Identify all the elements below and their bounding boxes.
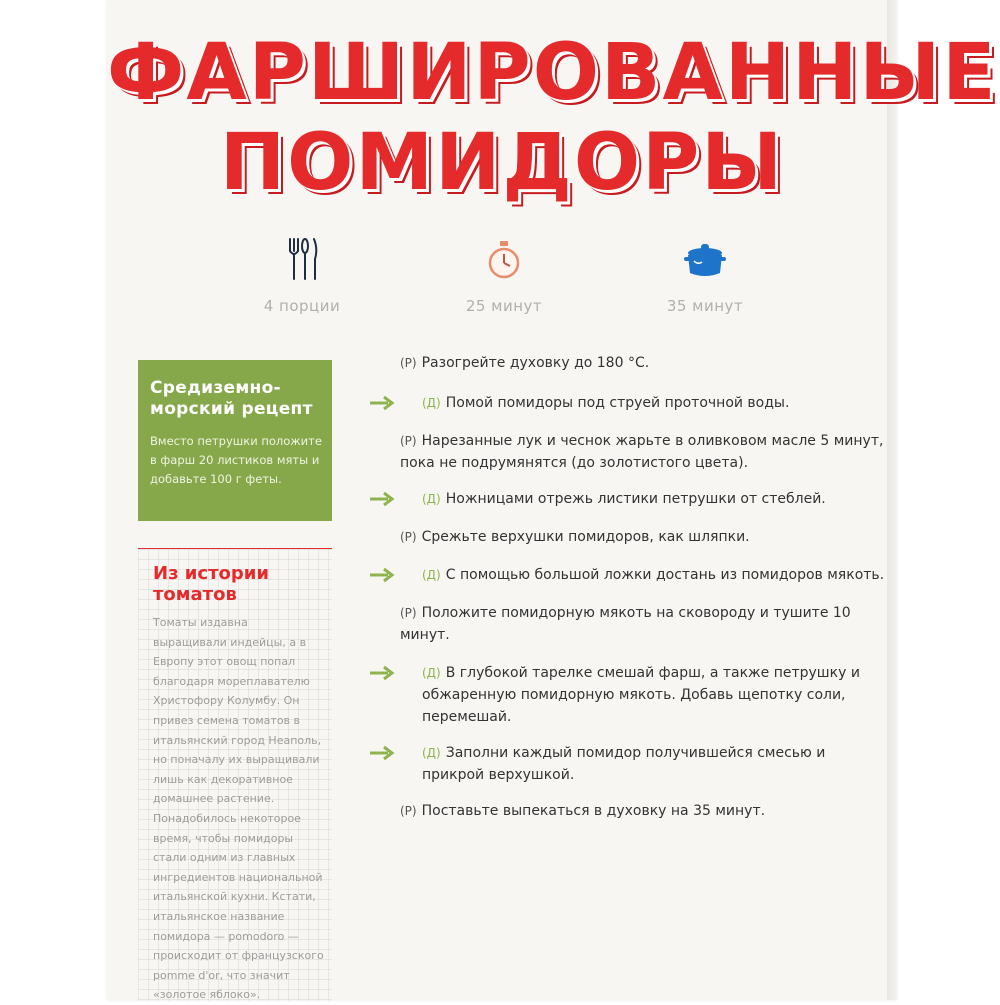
child-marker: (Д) — [422, 396, 441, 410]
parent-marker: (Р) — [400, 804, 417, 818]
parent-marker: (Р) — [400, 606, 417, 620]
arrow-right-icon — [368, 663, 396, 683]
step-2 — [370, 392, 890, 414]
arrow-right-icon — [368, 743, 396, 763]
pot-icon — [682, 235, 728, 283]
servings-info — [222, 235, 382, 315]
tip-title: Средиземно-морский рецепт — [150, 378, 313, 419]
step-text: Ножницами отрежь листики петрушки от стеблей. — [445, 491, 826, 507]
arrow-right-icon — [368, 393, 396, 413]
arrow-right-icon — [368, 489, 396, 509]
recipe-steps — [370, 352, 890, 822]
cutlery-icon — [282, 235, 322, 283]
arrow-right-icon — [368, 565, 396, 585]
step-9 — [370, 742, 890, 786]
step-3 — [370, 430, 890, 474]
step-text: Поставьте выпекаться в духовку на 35 минут. — [421, 803, 766, 819]
step-text: Разогрейте духовку до 180 °С. — [421, 355, 650, 371]
recipe-title-line-1: ФАРШИРОВАННЫЕ — [107, 28, 998, 118]
step-5 — [370, 526, 890, 548]
step-8 — [370, 662, 890, 728]
child-marker: (Д) — [422, 492, 441, 506]
tomato-history-box — [138, 548, 332, 1001]
cook-time-label: 35 минут — [666, 297, 744, 315]
servings-label: 4 порции — [263, 297, 341, 315]
step-4 — [370, 488, 890, 510]
history-title: Из истории томатов — [153, 563, 269, 605]
prep-time-info — [424, 235, 584, 315]
cook-time-info — [625, 235, 785, 315]
timer-icon — [484, 235, 524, 283]
tip-text: Вместо петрушки положите в фарш 20 листиков мяты и добавьте 100 г феты. — [150, 434, 322, 486]
parent-marker: (Р) — [400, 356, 417, 370]
step-7 — [370, 602, 890, 646]
child-marker: (Д) — [422, 568, 441, 582]
step-text: В глубокой тарелке смешай фарш, а также петрушку и обжаренную помидорную мякоть. Добавь щепотку соли, перемешай. — [422, 665, 860, 725]
parent-marker: (Р) — [400, 530, 417, 544]
prep-time-label: 25 минут — [465, 297, 543, 315]
child-marker: (Д) — [422, 746, 441, 760]
step-text: Помой помидоры под струей проточной воды. — [445, 395, 790, 411]
child-marker: (Д) — [422, 666, 441, 680]
step-1 — [370, 352, 890, 374]
step-text: Нарезанные лук и чеснок жарьте в оливковом масле 5 минут, пока не подрумянятся (до золотистого цвета). — [400, 433, 884, 471]
step-text: Положите помидорную мякоть на сковороду и тушите 10 минут. — [400, 605, 851, 643]
step-text: Срежьте верхушки помидоров, как шляпки. — [421, 529, 750, 545]
step-text: С помощью большой ложки достань из помидоров мякоть. — [445, 567, 885, 583]
step-10 — [370, 800, 890, 822]
parent-marker: (Р) — [400, 434, 417, 448]
mediterranean-tip-box — [138, 360, 332, 521]
step-text: Заполни каждый помидор получившейся смесью и прикрой верхушкой. — [422, 745, 826, 783]
recipe-title-line-2: ПОМИДОРЫ — [219, 118, 785, 208]
history-text: Томаты издавна выращивали индейцы, а в Европу этот овощ попал благодаря мореплавателю Христофору Колумбу. Он привез семена томатов в итальянский город Неаполь, но поначалу их выращивали лишь как декоративное домашнее растение. Понадобилось некоторое время, чтобы помидоры стали одним из главных ингредиентов национальной итальянской кухни. Кстати, итальянское название помидора — pomodoro — происходит от французского pomme d'or, что значит «золотое яблоко». — [153, 616, 324, 1002]
step-6 — [370, 564, 890, 586]
